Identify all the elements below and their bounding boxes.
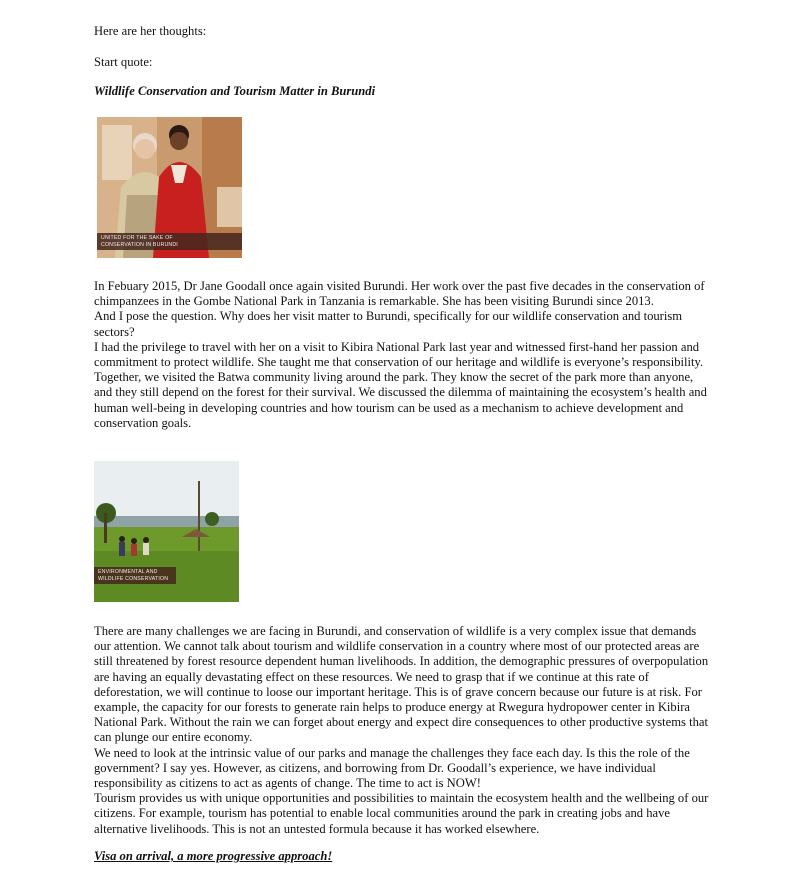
article-photo-landscape [94, 461, 239, 602]
paragraph: I had the privilege to travel with her on a visit to Kibira National Park last year and witnessed first-hand her passion and commitment to protect wildlife. She taught me that conservation of our heritage and wildlife is everyone’s responsibility. Together, we visited the Batwa community living around the park. They know the secret of the park more than anyone, and they still depend on the forest for their survival. We discussed the dilemma of maintaining the ecosystem’s health and human well-being in developing countries and how tourism can be used as a mechanism to achieve development and conservation goals. [94, 339, 707, 430]
intro-line: Here are her thoughts: [94, 24, 207, 38]
article-body-block-2 [94, 624, 714, 837]
article-title: Wildlife Conservation and Tourism Matter in Burundi [94, 84, 376, 98]
photo-caption [97, 233, 242, 250]
photo-caption-line: CONSERVATION IN BURUNDI [101, 241, 178, 248]
paragraph: We need to look at the intrinsic value of our parks and manage the challenges they face each day. Is this the role of the government? I say yes. However, as citizens, and borrowing from Dr. Goodall’s experience, we have individual responsibility as citizens to act as agents of change. The time to act is NOW! [94, 745, 690, 791]
photo-caption-line: UNITED FOR THE SAKE OF [101, 235, 173, 242]
paragraph: Tourism provides us with unique opportunities and possibilities to maintain the ecosystem health and the wellbeing of our citizens. For example, tourism has potential to enable local communities around the park in creating jobs and have alternative livelihoods. This is not an untested formula because it has worked elsewhere. [94, 791, 709, 836]
intro-line: Start quote: [94, 55, 153, 69]
paragraph: There are many challenges we are facing in Burundi, and conservation of wildlife is a very complex issue that demands our attention. We cannot talk about tourism and wildlife conservation in a country where most of our protected areas are still threatened by forest resource dependent human livelihoods. In addition, the demographic pressures of overpopulation are having an equally devastating effect on these resources. We need to grasp that if we continue at this rate of deforestation, we will continue to loose our important heritage. This is of grave concern because our future is at risk. For example, the capacity for our forests to generate rain helps to produce energy at Rwegura hydropower center in Kibira National Park. Without the rain we can forget about energy and expect dire consequences to other productive systems that can plunge our entire economy. [94, 624, 709, 745]
paragraph: In Febuary 2015, Dr Jane Goodall once again visited Burundi. Her work over the past five decades in the conservation of chimpanzees in the Gombe National Park in Tanzania is remarkable. She has been visiting Burundi since 2013. [94, 279, 705, 309]
paragraph: And I pose the question. Why does her visit matter to Burundi, specifically for our wildlife conservation and tourism sectors? [94, 309, 683, 339]
article-photo-visit [97, 117, 242, 258]
article-body-block-1 [94, 279, 714, 431]
photo-caption [94, 567, 176, 584]
photo-caption-line: ENVIRONMENTAL AND [98, 569, 158, 576]
section-subheading: Visa on arrival, a more progressive approach! [94, 849, 333, 863]
photo-caption-line: WILDLIFE CONSERVATION [98, 575, 169, 582]
